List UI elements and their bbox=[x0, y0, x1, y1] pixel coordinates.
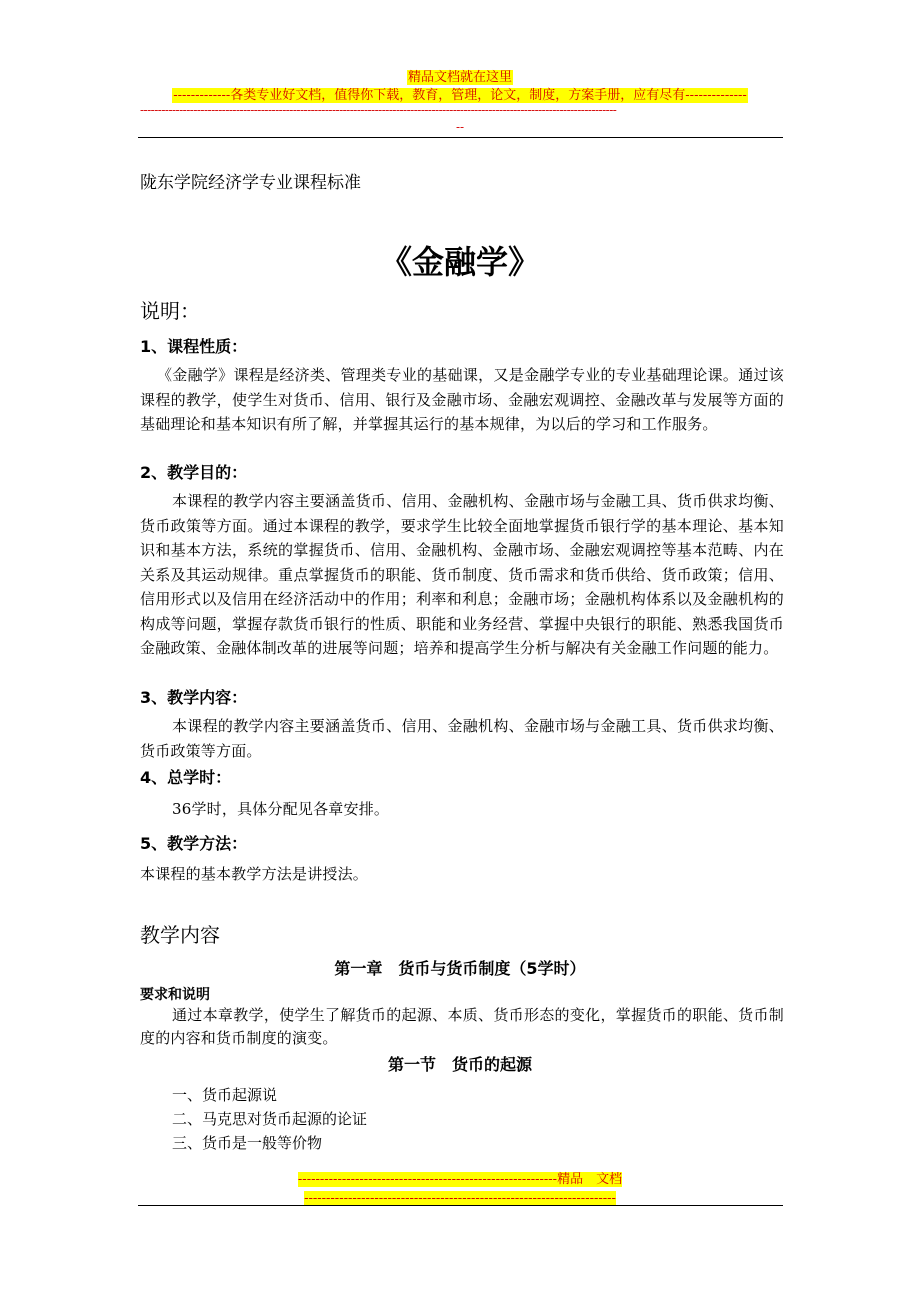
note-heading: 说明： bbox=[140, 299, 200, 323]
doc-subtitle: 陇东学院经济学专业课程标准 bbox=[140, 173, 361, 193]
section-body-method: 本课程的基本教学方法是讲授法。 bbox=[140, 865, 369, 883]
doc-title: 《金融学》 bbox=[379, 243, 540, 281]
list-item: 三、货币是一般等价物 bbox=[172, 1134, 323, 1152]
requirements-body: 通过本章教学，使学生了解货币的起源、本质、货币形态的变化，掌握货币的职能、货币制度的内容和货币制度的演变。 bbox=[140, 1006, 784, 1047]
section-body-hours: 36学时，具体分配见各章安排。 bbox=[172, 800, 390, 818]
section-body-content: 本课程的教学内容主要涵盖货币、信用、金融机构、金融市场与金融工具、货币供求均衡、货币政策等方面。 bbox=[140, 717, 784, 760]
section-heading-hours: 4、总学时： bbox=[140, 768, 232, 787]
section-heading-purpose: 2、教学目的： bbox=[140, 463, 248, 482]
section-body-purpose: 本课程的教学内容主要涵盖货币、信用、金融机构、金融市场与金融工具、货币供求均衡、货币政策等方面。通过本课程的教学，要求学生比较全面地掌握货币银行学的基本理论、基本知识和基本方法，系统的掌握货币、信用、金融机构、金融市场、金融宏观调控等基本范畴、内在关系及其运动规律。重点掌握货币的职能、货币制度、货币需求和货币供给、货币政策；信用、信用形式以及信用在经济活动中的作用；利率和利息；金融市场；金融机构体系以及金融机构的构成等问题，掌握存款货币银行的性质、职能和业务经营、掌握中央银行的职能、熟悉我国货币金融政策、金融体制改革的进展等问题；培养和提高学生分析与解决有关金融工作问题的能力。 bbox=[140, 492, 784, 657]
footer-banner-label: -----------------------------------------------------------精品 文档 bbox=[297, 1172, 623, 1187]
list-item: 一、货币起源说 bbox=[172, 1086, 278, 1104]
section-title: 第一节 货币的起源 bbox=[387, 1055, 532, 1074]
footer-banner-dashes: ----------------------------------------------------------------------- bbox=[304, 1191, 616, 1206]
chapter-title: 第一章 货币与货币制度（5学时） bbox=[334, 959, 586, 978]
header-banner-tagline: -------------各类专业好文档，值得你下载，教育，管理，论文，制度，方案手册，应有尽有-------------- bbox=[173, 88, 747, 103]
section-heading-nature: 1、课程性质： bbox=[140, 337, 248, 356]
section-heading-method: 5、教学方法： bbox=[140, 834, 248, 853]
header-rule bbox=[138, 137, 783, 138]
footer-rule bbox=[138, 1205, 783, 1206]
header-dash-line: -------------------------------------------------------------------------------------------------------------------------------------- bbox=[140, 103, 617, 117]
requirements-heading: 要求和说明 bbox=[140, 987, 210, 1003]
header-dash-tail: -- bbox=[455, 120, 465, 134]
header-banner-title: 精品文档就在这里 bbox=[407, 70, 512, 85]
section-heading-content: 3、教学内容： bbox=[140, 688, 248, 707]
content-heading: 教学内容 bbox=[140, 923, 220, 947]
section-body-nature: 《金融学》课程是经济类、管理类专业的基础课，又是金融学专业的专业基础理论课。通过该课程的教学，使学生对货币、信用、银行及金融市场、金融宏观调控、金融改革与发展等方面的基础理论和基本知识有所了解，并掌握其运行的基本规律，为以后的学习和工作服务。 bbox=[140, 366, 784, 433]
list-item: 二、马克思对货币起源的论证 bbox=[172, 1110, 368, 1128]
